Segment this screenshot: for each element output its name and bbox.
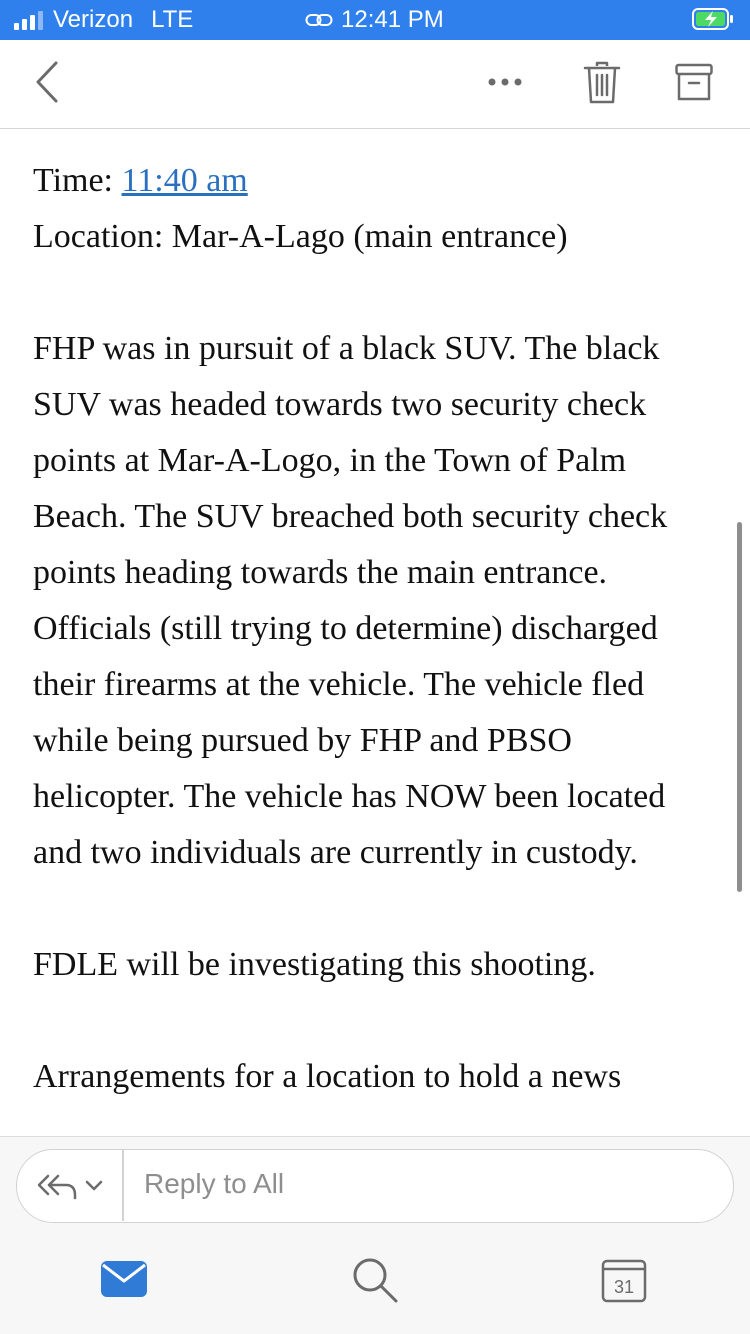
bottom-divider	[0, 1136, 750, 1137]
search-icon	[350, 1255, 400, 1305]
scrollbar[interactable]	[737, 522, 742, 892]
email-toolbar	[0, 40, 750, 128]
reply-all-icon	[36, 1171, 78, 1201]
email-body	[0, 129, 750, 1136]
calendar-icon	[600, 1256, 648, 1304]
calendar-day-number: 31	[613, 1277, 635, 1297]
more-button[interactable]	[480, 62, 530, 102]
trash-icon	[583, 61, 621, 105]
arrangements-paragraph: Arrangements for a location to hold a news	[33, 1058, 622, 1095]
location-value: Mar-A-Lago (main entrance)	[171, 218, 568, 255]
tab-calendar[interactable]	[596, 1252, 652, 1308]
time-line	[33, 153, 718, 209]
incident-paragraph: FHP was in pursuit of a black SUV. The black SUV was headed towards two security check points at Mar-A-Logo, in the Town of Palm Beach. The SUV breached both security check points heading towards the main entrance. Officials (still trying to determine) discharged their firearms at the vehicle. The vehicle fled while being pursued by FHP and PBSO helicopter. The vehicle has NOW been located and two individuals are currently in custody.	[33, 330, 668, 871]
status-bar	[0, 0, 750, 40]
location-line	[33, 209, 718, 265]
signal-icon	[14, 10, 43, 30]
link-icon	[305, 12, 333, 28]
back-button[interactable]	[22, 54, 72, 110]
archive-button[interactable]	[670, 60, 718, 106]
back-chevron-icon	[34, 60, 60, 104]
tab-mail[interactable]	[92, 1254, 156, 1304]
investigation-paragraph: FDLE will be investigating this shooting.	[33, 946, 596, 983]
archive-icon	[675, 63, 713, 103]
mail-icon	[100, 1260, 148, 1298]
chevron-down-icon	[84, 1179, 104, 1193]
reply-action-button[interactable]	[17, 1150, 123, 1221]
battery-charging-icon	[692, 8, 734, 37]
tab-search[interactable]	[345, 1250, 405, 1310]
status-left	[14, 6, 193, 34]
status-center	[305, 6, 444, 34]
reply-bar	[16, 1149, 734, 1223]
carrier-label: Verizon	[53, 6, 134, 33]
reply-separator	[122, 1150, 124, 1221]
time-label: Time:	[33, 162, 114, 199]
reply-input[interactable]: Reply to All	[144, 1168, 285, 1199]
more-icon	[485, 77, 525, 87]
clock: 12:41 PM	[341, 6, 444, 33]
delete-button[interactable]	[578, 58, 626, 108]
network-label: LTE	[151, 6, 194, 33]
location-label: Location:	[33, 218, 164, 255]
time-link[interactable]: 11:40 am	[121, 162, 248, 199]
